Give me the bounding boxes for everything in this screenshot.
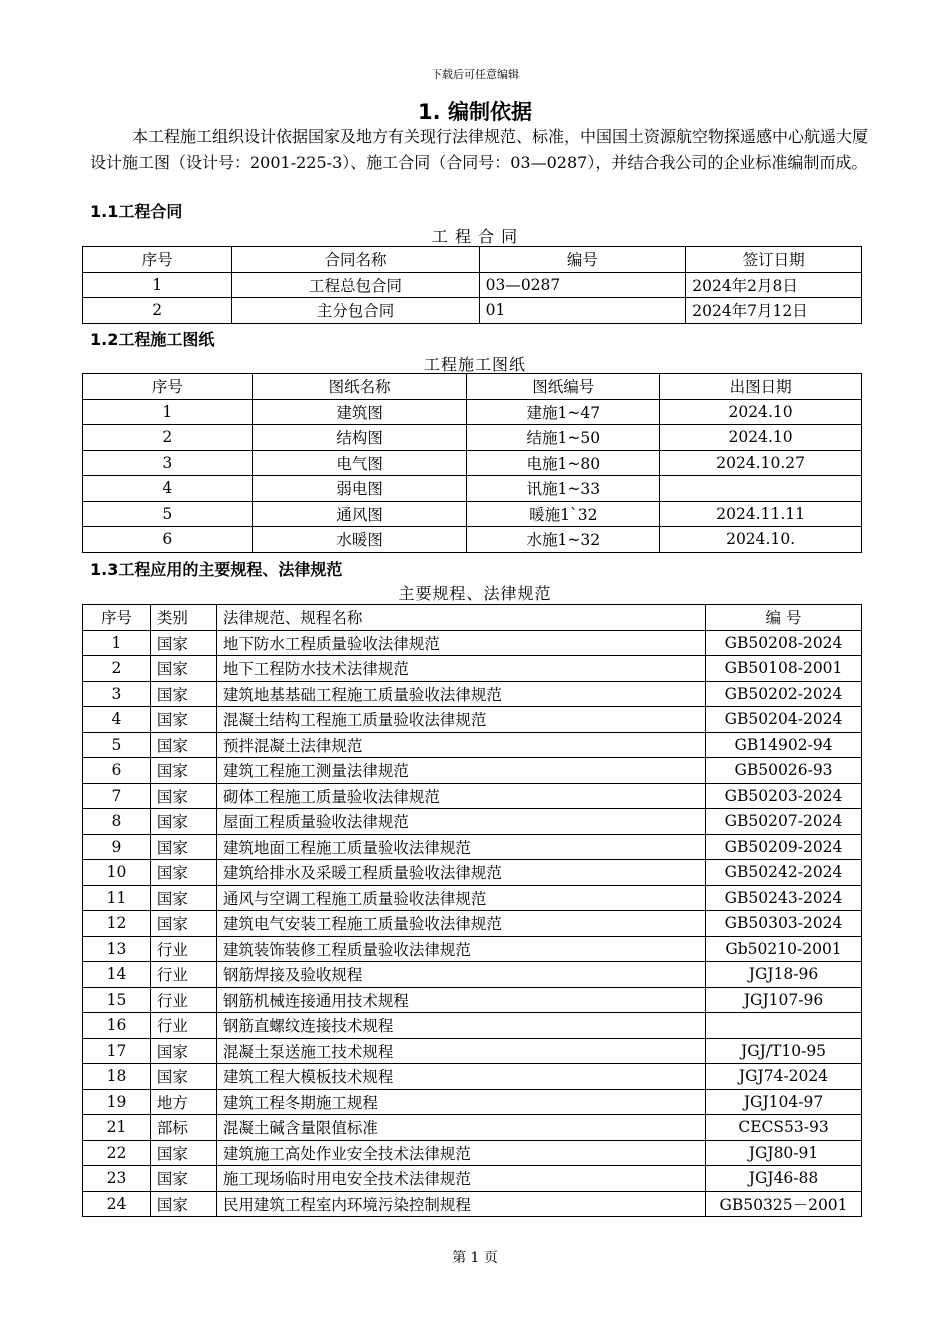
table-cell: 2024年2月8日 [686,272,862,298]
column-header: 出图日期 [660,374,862,400]
table-cell: JGJ104-97 [706,1089,862,1115]
table-row [83,1166,862,1192]
table-cell: 国家 [150,707,216,733]
table-cell: 01 [479,298,686,324]
table-cell: 3 [83,681,151,707]
table-row [83,1140,862,1166]
table-cell: 主分包合同 [232,298,479,324]
table-cell: 建筑地面工程施工质量验收法律规范 [216,834,705,860]
page-title: 1. 编制依据 [418,100,532,124]
table-cell: 行业 [150,1013,216,1039]
table-row [83,911,862,937]
table-cell: 国家 [150,1191,216,1217]
table-cell: 建筑工程大模板技术规程 [216,1064,705,1090]
table-row [83,885,862,911]
caption-drawings: 工程施工图纸 [423,355,526,374]
table-cell: JGJ18-96 [706,962,862,988]
table-cell: 2024.10 [660,425,862,451]
table-row [83,1191,862,1217]
table-header-row [83,605,862,631]
table-cell: 国家 [150,681,216,707]
column-header: 合同名称 [232,247,479,273]
table-cell: 国家 [150,1038,216,1064]
table-row [83,681,862,707]
table-row [83,501,862,527]
table-cell: 屋面工程质量验收法律规范 [216,809,705,835]
table-row [83,809,862,835]
table-row [83,758,862,784]
section-heading-regulations: 1.3工程应用的主要规程、法律规范 [90,560,343,579]
table-cell: Gb50210-2001 [706,936,862,962]
table-cell: GB50208-2024 [706,630,862,656]
table-cell: GB50204-2024 [706,707,862,733]
table-cell: 12 [83,911,151,937]
table-cell: 2024年7月12日 [686,298,862,324]
table-cell: 电施1~80 [467,450,660,476]
table-cell: 国家 [150,630,216,656]
column-header: 图纸名称 [252,374,467,400]
table-cell: 22 [83,1140,151,1166]
table-cell: 24 [83,1191,151,1217]
column-header: 类别 [150,605,216,631]
table-cell: 建筑工程施工测量法律规范 [216,758,705,784]
table-cell: GB50243-2024 [706,885,862,911]
column-header: 编 号 [706,605,862,631]
table-cell: GB50207-2024 [706,809,862,835]
table-cell: 国家 [150,1064,216,1090]
table-cell: 结施1~50 [467,425,660,451]
table-cell: GB50325－2001 [706,1191,862,1217]
table-cell: 国家 [150,809,216,835]
table-cell: 讯施1~33 [467,476,660,502]
intro-paragraph [90,124,870,176]
table-row [83,630,862,656]
table-cell: 国家 [150,1166,216,1192]
table-cell: 行业 [150,962,216,988]
table-cell: 暖施1`32 [467,501,660,527]
table-row [83,425,862,451]
table-cell: 9 [83,834,151,860]
table-cell: 10 [83,860,151,886]
column-header: 序号 [83,374,253,400]
table-cell: JGJ80-91 [706,1140,862,1166]
table-cell: 4 [83,476,253,502]
table-cell: 2 [83,425,253,451]
table-cell: GB50108-2001 [706,656,862,682]
table-cell: 施工现场临时用电安全技术法律规范 [216,1166,705,1192]
table-cell: 03—0287 [479,272,686,298]
table-cell: 国家 [150,1140,216,1166]
table-cell: 国家 [150,656,216,682]
regulations-table [82,604,862,1217]
table-cell: 1 [83,272,232,298]
table-row [83,399,862,425]
table-cell: 2024.11.11 [660,501,862,527]
table-cell: 砌体工程施工质量验收法律规范 [216,783,705,809]
column-header: 序号 [83,605,151,631]
caption-regulations: 主要规程、法律规范 [398,584,552,603]
table-cell: 7 [83,783,151,809]
table-row [83,1089,862,1115]
table-cell: 部标 [150,1115,216,1141]
table-cell: 建筑图 [252,399,467,425]
table-cell: 18 [83,1064,151,1090]
table-cell: 11 [83,885,151,911]
table-cell: JGJ46-88 [706,1166,862,1192]
table-row [83,1115,862,1141]
table-cell: 水暖图 [252,527,467,553]
drawings-table [82,373,862,553]
contracts-table [82,246,862,324]
table-cell: GB50202-2024 [706,681,862,707]
table-cell: 21 [83,1115,151,1141]
header-note: 下载后可任意编辑 [431,68,519,81]
table-cell: 2024.10. [660,527,862,553]
table-cell: 电气图 [252,450,467,476]
table-cell: GB50303-2024 [706,911,862,937]
table-cell: 钢筋直螺纹连接技术规程 [216,1013,705,1039]
table-cell: 弱电图 [252,476,467,502]
table-cell: 民用建筑工程室内环境污染控制规程 [216,1191,705,1217]
intro-text: 本工程施工组织设计依据国家及地方有关现行法律规范、标准，中国国土资源航空物探遥感中心航遥大厦设计施工图（设计号：2001-225-3）、施工合同（合同号：03—0287），并结合我公司的企业标准编制而成。 [90,127,869,172]
table-cell: JGJ/T10-95 [706,1038,862,1064]
table-row [83,860,862,886]
table-row [83,732,862,758]
section-heading-drawings: 1.2工程施工图纸 [90,330,215,349]
table-cell: 建筑电气安装工程施工质量验收法律规范 [216,911,705,937]
table-cell: 2024.10.27 [660,450,862,476]
table-cell: GB50026-93 [706,758,862,784]
table-cell: 6 [83,758,151,784]
table-row [83,707,862,733]
table-row [83,1038,862,1064]
table-cell: 结构图 [252,425,467,451]
column-header: 图纸编号 [467,374,660,400]
table-cell: 5 [83,501,253,527]
table-cell: GB50209-2024 [706,834,862,860]
table-cell: 2024.10 [660,399,862,425]
table-cell: 2 [83,656,151,682]
table-row [83,783,862,809]
table-cell: 3 [83,450,253,476]
table-cell: 5 [83,732,151,758]
table-cell [660,476,862,502]
table-cell: 预拌混凝土法律规范 [216,732,705,758]
table-cell: 行业 [150,987,216,1013]
table-cell: 国家 [150,860,216,886]
table-cell: 17 [83,1038,151,1064]
page-number: 第 1 页 [452,1250,498,1266]
table-cell: 1 [83,399,253,425]
table-cell: 建筑工程冬期施工规程 [216,1089,705,1115]
table-cell: 混凝土泵送施工技术规程 [216,1038,705,1064]
column-header: 序号 [83,247,232,273]
table-cell: 19 [83,1089,151,1115]
table-row [83,1013,862,1039]
table-cell: 建筑装饰装修工程质量验收法律规范 [216,936,705,962]
table-cell: 国家 [150,758,216,784]
table-cell: JGJ107-96 [706,987,862,1013]
table-cell: 16 [83,1013,151,1039]
table-cell: 国家 [150,834,216,860]
table-row [83,476,862,502]
table-cell: 1 [83,630,151,656]
table-cell: 建筑地基基础工程施工质量验收法律规范 [216,681,705,707]
section-heading-contracts: 1.1工程合同 [90,202,183,221]
table-cell: CECS53-93 [706,1115,862,1141]
table-cell: 通风与空调工程施工质量验收法律规范 [216,885,705,911]
table-cell: 通风图 [252,501,467,527]
table-cell: 地方 [150,1089,216,1115]
table-cell: 国家 [150,885,216,911]
table-cell: 行业 [150,936,216,962]
column-header: 法律规范、规程名称 [216,605,705,631]
table-cell: 13 [83,936,151,962]
table-cell: 建施1~47 [467,399,660,425]
table-row [83,656,862,682]
table-row [83,527,862,553]
table-cell: GB50203-2024 [706,783,862,809]
table-cell: GB50242-2024 [706,860,862,886]
table-cell: 混凝土碱含量限值标准 [216,1115,705,1141]
table-cell: 地下工程防水技术法律规范 [216,656,705,682]
table-cell: 23 [83,1166,151,1192]
table-cell: 2 [83,298,232,324]
table-cell: 8 [83,809,151,835]
table-cell: 14 [83,962,151,988]
table-cell: 地下防水工程质量验收法律规范 [216,630,705,656]
table-header-row [83,374,862,400]
table-row [83,450,862,476]
table-cell: 6 [83,527,253,553]
table-cell: GB14902-94 [706,732,862,758]
table-cell: 4 [83,707,151,733]
column-header: 编号 [479,247,686,273]
table-row [83,987,862,1013]
table-row [83,298,862,324]
table-cell: 建筑施工高处作业安全技术法律规范 [216,1140,705,1166]
table-cell: JGJ74-2024 [706,1064,862,1090]
table-cell: 国家 [150,911,216,937]
table-cell: 钢筋焊接及验收规程 [216,962,705,988]
table-row [83,1064,862,1090]
table-cell: 国家 [150,732,216,758]
table-cell: 工程总包合同 [232,272,479,298]
table-row [83,272,862,298]
table-cell: 15 [83,987,151,1013]
table-header-row [83,247,862,273]
table-cell: 水施1~32 [467,527,660,553]
table-row [83,962,862,988]
caption-contracts: 工 程 合 同 [431,227,519,246]
table-row [83,834,862,860]
table-cell: 建筑给排水及采暖工程质量验收法律规范 [216,860,705,886]
column-header: 签订日期 [686,247,862,273]
table-row [83,936,862,962]
table-cell [706,1013,862,1039]
table-cell: 混凝土结构工程施工质量验收法律规范 [216,707,705,733]
table-cell: 国家 [150,783,216,809]
table-cell: 钢筋机械连接通用技术规程 [216,987,705,1013]
